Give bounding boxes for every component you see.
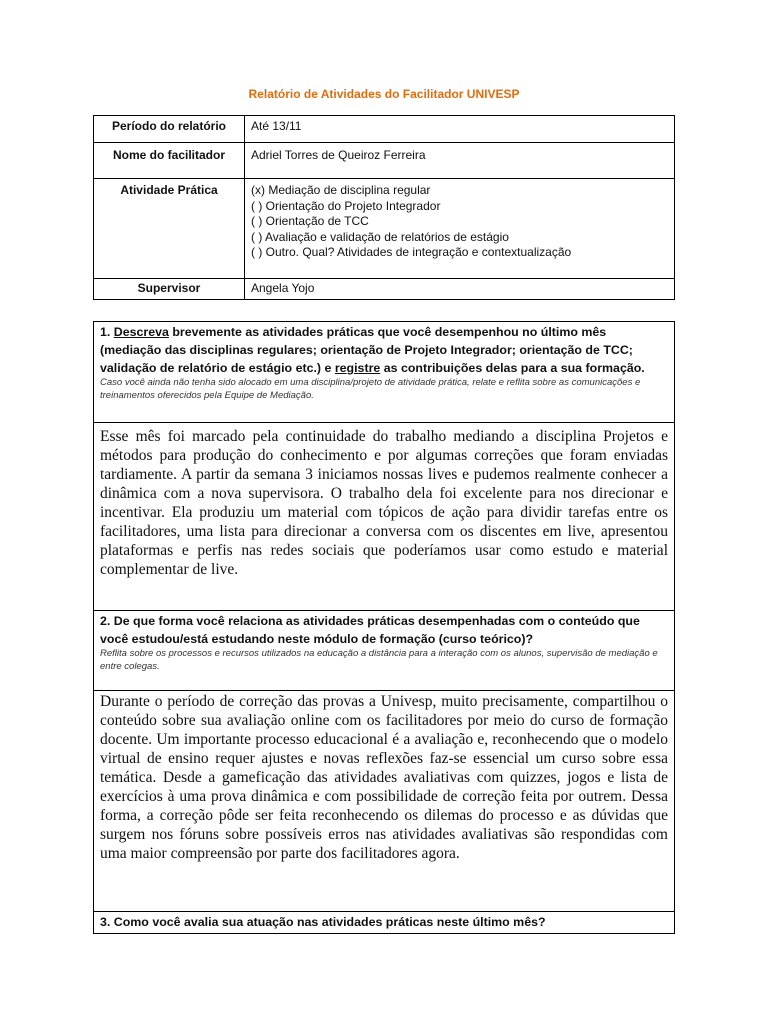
activity-option-outro: ( ) Outro. Qual? Atividades de integração e contextualização: [251, 245, 572, 259]
period-row: [94, 116, 675, 143]
activity-label: Atividade Prática: [94, 179, 245, 279]
report-info-table: [93, 115, 675, 300]
question-2-hint: Reflita sobre os processos e recursos utilizados na educação a distância para a interação com os alunos, supervisão de mediação e entre colegas.: [100, 648, 658, 672]
question-1-suffix: as contribuições delas para a sua formação.: [380, 361, 645, 375]
period-label: Período do relatório: [94, 116, 245, 143]
supervisor-label: Supervisor: [94, 279, 245, 300]
question-1-mid: brevemente as atividades práticas que você desempenhou no último mês (mediação das disciplinas regulares; orientação de Projeto Integrador; orientação de TCC; validação de relatório de estágio etc.) e: [100, 325, 633, 375]
question-2: [94, 611, 675, 691]
activity-option-estagio: ( ) Avaliação e validação de relatórios de estágio: [251, 229, 509, 244]
question-1: [94, 322, 675, 423]
question-2-text: 2. De que forma você relaciona as atividades práticas desempenhadas com o conteúdo que você estudou/está estudando neste módulo de formação (curso teórico)?: [100, 614, 640, 646]
period-value: Até 13/11: [245, 116, 675, 143]
answer-1: Esse mês foi marcado pela continuidade do trabalho mediando a disciplina Projetos e métodos para produção do conhecimento e por algumas correções que foram enviadas tardiamente. A partir da semana 3 iniciamos nossas lives e pudemos realmente conhecer a dinâmica com a nova supervisora. O trabalho dela foi excelente para nos direcionar e incentivar. Ela produziu um material com tópicos de ação para dividir tarefas entre os facilitadores, uma lista para direcionar a conversa com os discentes em live, apresentou plataformas e perfis nas redes sociais que poderíamos usar como estudo e material complementar de live.: [94, 423, 675, 611]
question-3-row: [94, 912, 675, 934]
question-2-row: [94, 611, 675, 691]
facilitator-value: Adriel Torres de Queiroz Ferreira: [245, 143, 675, 179]
answer-2-row: [94, 691, 675, 912]
question-1-row: [94, 322, 675, 423]
question-1-emph-descreva: Descreva: [113, 325, 169, 339]
document-title: Relatório de Atividades do Facilitador UNIVESP: [248, 87, 520, 101]
activity-options: [245, 179, 675, 279]
question-3: 3. Como você avalia sua atuação nas atividades práticas neste último mês?: [94, 912, 675, 934]
answer-2: Durante o período de correção das provas a Univesp, muito precisamente, compartilhou o conteúdo sobre sua avaliação online com os facilitadores por meio do curso de formação docente. Um importante processo educacional é a avaliação e, reconhecendo que o modelo virtual de ensino requer ajustes e novas reflexões faz-se essencial um curso sobre essa temática. Desde a gameficação das atividades avaliativas com quizzes, jogos e lista de exercícios à uma prova dinâmica e com possibilidade de correção feita por outrem. Dessa forma, a correção pôde ser feita reconhecendo os dilemas do processo e as dúvidas que surgem nos fóruns sobre possíveis erros nas atividades avaliativas são respondidas com uma maior compreensão por parte dos facilitadores agora.: [94, 691, 675, 912]
facilitator-label: Nome do facilitador: [94, 143, 245, 179]
question-1-hint: Caso você ainda não tenha sido alocado em uma disciplina/projeto de atividade prática, relate e reflita sobre as comunicações e treinamentos oferecidos pela Equipe de Mediação.: [100, 377, 641, 401]
facilitator-row: [94, 143, 675, 179]
activity-option-projeto: ( ) Orientação do Projeto Integrador: [251, 198, 441, 213]
question-1-emph-registre: registre: [334, 361, 381, 375]
question-1-prefix: 1.: [100, 325, 114, 339]
questions-table: [93, 321, 675, 934]
supervisor-value: Angela Yojo: [245, 279, 675, 300]
activity-option-mediacao: (x) Mediação de disciplina regular: [251, 183, 431, 197]
activity-option-tcc: ( ) Orientação de TCC: [251, 214, 369, 228]
supervisor-row: [94, 279, 675, 300]
activity-row: [94, 179, 675, 279]
answer-1-row: [94, 423, 675, 611]
